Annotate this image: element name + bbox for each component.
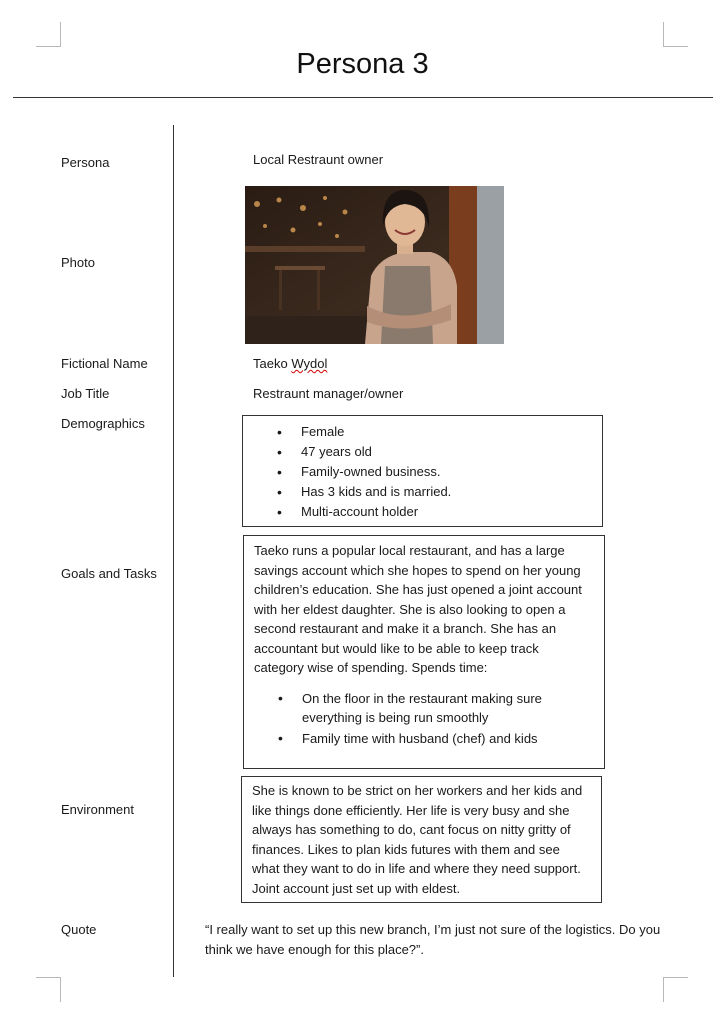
last-name-spellcheck: Wydol <box>291 356 328 371</box>
demographics-item: • Multi-account holder <box>301 502 602 522</box>
demographics-box[interactable] <box>242 415 603 527</box>
label-fictional-name[interactable]: Fictional Name <box>61 356 148 371</box>
label-environment[interactable]: Environment <box>61 802 134 817</box>
demographics-item: • Family-owned business. <box>301 462 602 482</box>
persona-photo[interactable] <box>245 186 504 344</box>
title-divider <box>13 97 713 98</box>
persona-value[interactable]: Local Restraunt owner <box>253 152 384 167</box>
environment-box[interactable] <box>241 776 602 903</box>
demographics-item: • Female <box>301 422 602 442</box>
environment-paragraph: She is known to be strict on her workers and her kids and like things done efficiently. Her life is very busy and she always has something to do, cant focus on nitty gritty of finances. Likes to plan kids futures with them and see what they want to do in life and where they need support. Joint account just set up with eldest. <box>252 783 583 896</box>
column-divider <box>173 125 174 977</box>
page-corner-mark-top-left <box>36 22 61 47</box>
goals-paragraph: Taeko runs a popular local restaurant, and has a large savings account which she hopes to spend on her young children’s education. She has just opened a joint account with her eldest daughter. She is also looking to open a second restaurant and make it a branch. She has an accountant but would like to be able to keep track category wise of spending. Spends time: <box>254 543 582 675</box>
label-demographics[interactable]: Demographics <box>61 416 145 431</box>
demographics-item: • 47 years old <box>301 442 602 462</box>
label-persona[interactable]: Persona <box>61 155 110 170</box>
page-corner-mark-bottom-left <box>36 977 61 1002</box>
goals-list <box>254 689 592 749</box>
job-title-value[interactable]: Restraunt manager/owner <box>253 386 404 401</box>
label-photo[interactable]: Photo <box>61 255 95 270</box>
first-name: Taeko <box>253 356 288 371</box>
page-corner-mark-bottom-right <box>663 977 688 1002</box>
document-title[interactable]: Persona 3 <box>296 48 429 80</box>
label-goals-and-tasks[interactable]: Goals and Tasks <box>61 566 157 581</box>
demographics-list <box>301 422 602 522</box>
page-corner-mark-top-right <box>663 22 688 47</box>
quote-text[interactable]: “I really want to set up this new branch, I’m just not sure of the logistics. Do you think we have enough for this place?”. <box>205 922 661 957</box>
fictional-name-value[interactable] <box>253 356 327 371</box>
goals-item: • On the floor in the restaurant making sure everything is being run smoothly <box>302 689 588 728</box>
label-job-title[interactable]: Job Title <box>61 386 110 401</box>
goals-and-tasks-box[interactable] <box>243 535 605 769</box>
label-quote[interactable]: Quote <box>61 922 97 937</box>
demographics-item: • Has 3 kids and is married. <box>301 482 602 502</box>
goals-item: • Family time with husband (chef) and kids <box>302 729 588 749</box>
